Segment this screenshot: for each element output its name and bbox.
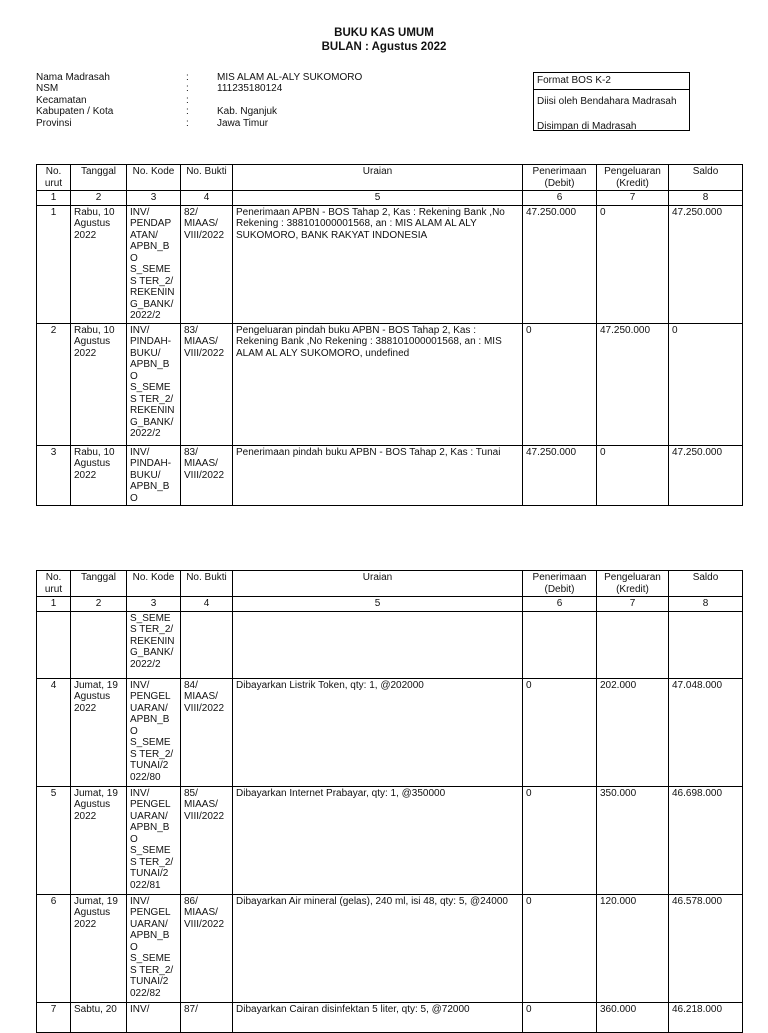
- column-number-row: [37, 191, 743, 206]
- cell-tanggal: Jumat, 19 Agustus 2022: [71, 786, 127, 894]
- cell-kode: INV/ PINDAH- BUKU/ APBN_BO: [127, 445, 181, 506]
- info-separator: :: [186, 94, 189, 106]
- cell-no: 3: [37, 445, 71, 506]
- ledger-table-page-2: [36, 570, 743, 1033]
- col-header-tanggal: Tanggal: [71, 571, 127, 597]
- table-row: [37, 894, 743, 1002]
- column-number: 1: [37, 191, 71, 206]
- cell-no: [37, 611, 71, 678]
- cell-pengeluaran: [597, 611, 669, 678]
- column-number: 2: [71, 191, 127, 206]
- column-number: 3: [127, 597, 181, 612]
- document-title: [0, 26, 768, 54]
- cell-kode: INV/: [127, 1002, 181, 1032]
- cell-tanggal: Jumat, 19 Agustus 2022: [71, 678, 127, 786]
- cell-penerimaan: 0: [523, 678, 597, 786]
- cell-uraian: Dibayarkan Air mineral (gelas), 240 ml, isi 48, qty: 5, @24000: [233, 894, 523, 1002]
- column-number: 8: [669, 191, 743, 206]
- col-header-uraian: Uraian: [233, 571, 523, 597]
- info-value: Kab. Nganjuk: [217, 106, 278, 118]
- col-header-bukti: No. Bukti: [181, 165, 233, 191]
- cell-pengeluaran: 0: [597, 445, 669, 506]
- cell-penerimaan: 0: [523, 786, 597, 894]
- ledger-table-page-1: [36, 164, 743, 506]
- cell-bukti: 87/: [181, 1002, 233, 1032]
- info-label: NSM: [36, 83, 59, 95]
- cell-tanggal: Jumat, 19 Agustus 2022: [71, 894, 127, 1002]
- cell-no: 2: [37, 323, 71, 445]
- format-filled-by: Diisi oleh Bendahara Madrasah: [537, 96, 677, 107]
- cell-saldo: 0: [669, 323, 743, 445]
- table-row: [37, 445, 743, 506]
- cell-uraian: Pengeluaran pindah buku APBN - BOS Tahap 2, Kas : Rekening Bank ,No Rekening : 388101000001568, an : MIS ALAM AL ALY SUKOMORO, undefined: [233, 323, 523, 445]
- column-number: 1: [37, 597, 71, 612]
- info-label: Kabupaten / Kota: [36, 106, 114, 118]
- cell-kode: INV/ PENDAP ATAN/ APBN_BO S_SEMES TER_2/ REKENIN G_BANK/ 2022/2: [127, 205, 181, 323]
- cell-penerimaan: 47.250.000: [523, 445, 597, 506]
- info-value: Jawa Timur: [217, 117, 269, 129]
- column-number: 3: [127, 191, 181, 206]
- col-header-uraian: Uraian: [233, 165, 523, 191]
- col-header-no: No. urut: [37, 165, 71, 191]
- cell-uraian: Dibayarkan Listrik Token, qty: 1, @202000: [233, 678, 523, 786]
- table-row: [37, 786, 743, 894]
- cell-bukti: 82/ MIAAS/ VIII/2022: [181, 205, 233, 323]
- info-label: Provinsi: [36, 117, 72, 129]
- column-number: 5: [233, 597, 523, 612]
- col-header-pengeluaran: Pengeluaran (Kredit): [597, 571, 669, 597]
- cell-pengeluaran: 0: [597, 205, 669, 323]
- cell-kode: INV/ PENGEL UARAN/ APBN_BO S_SEMES TER_2/ TUNAI/2 022/81: [127, 786, 181, 894]
- table-row: [37, 323, 743, 445]
- cell-pengeluaran: 202.000: [597, 678, 669, 786]
- table-header-row: [37, 165, 743, 191]
- col-header-saldo: Saldo: [669, 571, 743, 597]
- column-number: 4: [181, 191, 233, 206]
- cell-saldo: 47.048.000: [669, 678, 743, 786]
- column-number: 8: [669, 597, 743, 612]
- table-row: [37, 1002, 743, 1032]
- cell-tanggal: Rabu, 10 Agustus 2022: [71, 323, 127, 445]
- cell-tanggal: Rabu, 10 Agustus 2022: [71, 445, 127, 506]
- col-header-kode: No. Kode: [127, 165, 181, 191]
- cell-no: 6: [37, 894, 71, 1002]
- document-subtitle: BULAN : Agustus 2022: [321, 41, 447, 53]
- format-stored-at: Disimpan di Madrasah: [537, 121, 637, 132]
- cell-pengeluaran: 47.250.000: [597, 323, 669, 445]
- cell-kode: INV/ PENGEL UARAN/ APBN_BO S_SEMES TER_2/ TUNAI/2 022/80: [127, 678, 181, 786]
- column-number: 6: [523, 597, 597, 612]
- info-value: 111235180124: [217, 83, 283, 95]
- info-label: Nama Madrasah: [36, 72, 110, 83]
- cell-tanggal: [71, 611, 127, 678]
- cell-saldo: [669, 611, 743, 678]
- cell-penerimaan: 0: [523, 1002, 597, 1032]
- column-number: 6: [523, 191, 597, 206]
- cell-bukti: 83/ MIAAS/ VIII/2022: [181, 445, 233, 506]
- info-row: [36, 118, 362, 129]
- cell-saldo: 46.218.000: [669, 1002, 743, 1032]
- column-number: 5: [233, 191, 523, 206]
- format-code: Format BOS K-2: [534, 73, 689, 90]
- cell-uraian: Penerimaan pindah buku APBN - BOS Tahap 2, Kas : Tunai: [233, 445, 523, 506]
- column-number-row: [37, 597, 743, 612]
- info-separator: :: [186, 83, 189, 95]
- cell-tanggal: Rabu, 10 Agustus 2022: [71, 205, 127, 323]
- cell-kode: S_SEMES TER_2/ REKENIN G_BANK/ 2022/2: [127, 611, 181, 678]
- cell-pengeluaran: 120.000: [597, 894, 669, 1002]
- cell-pengeluaran: 360.000: [597, 1002, 669, 1032]
- document-title-main: BUKU KAS UMUM: [334, 27, 434, 39]
- table-header-row: [37, 571, 743, 597]
- col-header-kode: No. Kode: [127, 571, 181, 597]
- cell-penerimaan: 0: [523, 894, 597, 1002]
- info-row: [36, 72, 362, 83]
- col-header-no: No. urut: [37, 571, 71, 597]
- info-separator: :: [186, 72, 189, 83]
- column-number: 4: [181, 597, 233, 612]
- format-box: [533, 72, 690, 131]
- cell-bukti: 83/ MIAAS/ VIII/2022: [181, 323, 233, 445]
- school-info-block: [36, 72, 362, 129]
- col-header-pengeluaran: Pengeluaran (Kredit): [597, 165, 669, 191]
- cell-saldo: 47.250.000: [669, 205, 743, 323]
- info-value: MIS ALAM AL-ALY SUKOMORO: [217, 72, 363, 83]
- cell-uraian: Dibayarkan Internet Prabayar, qty: 1, @350000: [233, 786, 523, 894]
- info-row: [36, 95, 362, 106]
- info-separator: :: [186, 117, 189, 129]
- cell-penerimaan: 0: [523, 323, 597, 445]
- cell-no: 7: [37, 1002, 71, 1032]
- cell-penerimaan: [523, 611, 597, 678]
- table-row: [37, 678, 743, 786]
- cell-penerimaan: 47.250.000: [523, 205, 597, 323]
- col-header-penerimaan: Penerimaan (Debit): [523, 571, 597, 597]
- cell-kode: INV/ PINDAH- BUKU/ APBN_BO S_SEMES TER_2/ REKENIN G_BANK/ 2022/2: [127, 323, 181, 445]
- cell-bukti: 85/ MIAAS/ VIII/2022: [181, 786, 233, 894]
- cell-bukti: 84/ MIAAS/ VIII/2022: [181, 678, 233, 786]
- cell-saldo: 47.250.000: [669, 445, 743, 506]
- cell-saldo: 46.578.000: [669, 894, 743, 1002]
- info-label: Kecamatan: [36, 94, 87, 106]
- info-row: [36, 106, 362, 117]
- cell-uraian: [233, 611, 523, 678]
- cell-pengeluaran: 350.000: [597, 786, 669, 894]
- cell-tanggal: Sabtu, 20: [71, 1002, 127, 1032]
- column-number: 7: [597, 597, 669, 612]
- cell-no: 4: [37, 678, 71, 786]
- col-header-penerimaan: Penerimaan (Debit): [523, 165, 597, 191]
- col-header-bukti: No. Bukti: [181, 571, 233, 597]
- cell-bukti: 86/ MIAAS/ VIII/2022: [181, 894, 233, 1002]
- info-separator: :: [186, 106, 189, 118]
- col-header-saldo: Saldo: [669, 165, 743, 191]
- cell-kode: INV/ PENGEL UARAN/ APBN_BO S_SEMES TER_2/ TUNAI/2 022/82: [127, 894, 181, 1002]
- cell-bukti: [181, 611, 233, 678]
- cell-no: 1: [37, 205, 71, 323]
- cell-no: 5: [37, 786, 71, 894]
- cell-saldo: 46.698.000: [669, 786, 743, 894]
- info-row: [36, 83, 362, 94]
- column-number: 2: [71, 597, 127, 612]
- table-row: [37, 205, 743, 323]
- table-row: [37, 611, 743, 678]
- column-number: 7: [597, 191, 669, 206]
- col-header-tanggal: Tanggal: [71, 165, 127, 191]
- cell-uraian: Penerimaan APBN - BOS Tahap 2, Kas : Rekening Bank ,No Rekening : 388101000001568, an : MIS ALAM AL ALY SUKOMORO, BANK RAKYAT INDONESIA: [233, 205, 523, 323]
- cell-uraian: Dibayarkan Cairan disinfektan 5 liter, qty: 5, @72000: [233, 1002, 523, 1032]
